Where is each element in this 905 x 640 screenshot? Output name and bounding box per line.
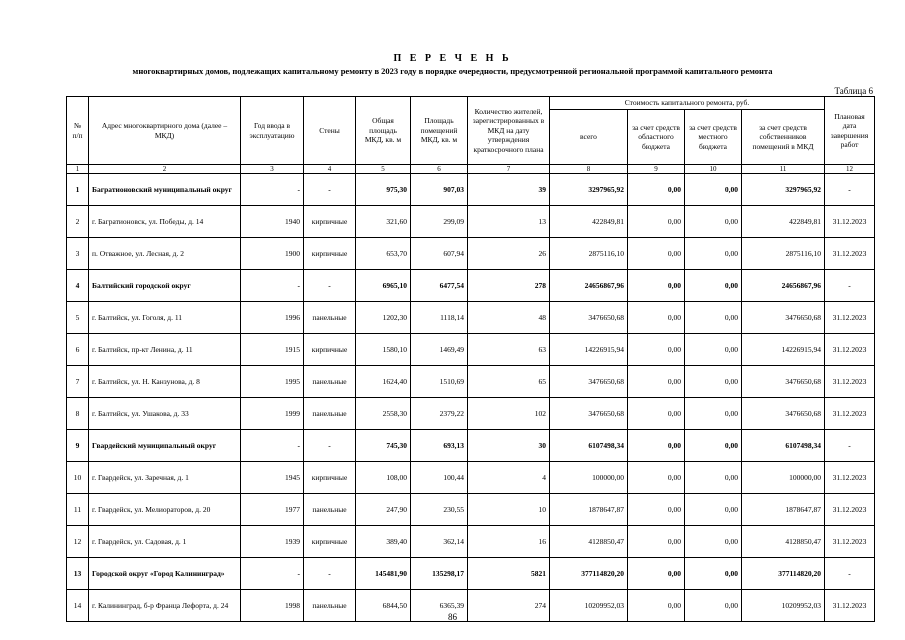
cell-cost-owners: 10209952,03 <box>742 590 825 622</box>
cell-cost-local: 0,00 <box>685 398 742 430</box>
column-number: 1 <box>67 165 89 174</box>
cell-num: 13 <box>67 558 89 590</box>
cell-completion-date: 31.12.2023 <box>825 462 875 494</box>
cell-num: 2 <box>67 206 89 238</box>
cell-premises-area: 907,03 <box>411 174 468 206</box>
cell-num: 1 <box>67 174 89 206</box>
cell-cost-regional: 0,00 <box>628 430 685 462</box>
cell-year: 1939 <box>241 526 304 558</box>
header-address: Адрес многоквартирного дома (далее – МКД) <box>89 97 241 165</box>
column-number: 12 <box>825 165 875 174</box>
cell-cost-regional: 0,00 <box>628 302 685 334</box>
cell-premises-area: 6477,54 <box>411 270 468 302</box>
table-row <box>67 366 875 398</box>
cell-cost-total: 10209952,03 <box>550 590 628 622</box>
cell-walls: - <box>304 174 356 206</box>
cell-cost-owners: 100000,00 <box>742 462 825 494</box>
cell-residents: 48 <box>468 302 550 334</box>
cell-total-area: 6844,50 <box>356 590 411 622</box>
cell-cost-total: 377114820,20 <box>550 558 628 590</box>
cell-num: 12 <box>67 526 89 558</box>
cell-address: Багратионовский муниципальный округ <box>89 174 241 206</box>
cell-address: г. Гвардейск, ул. Мелиораторов, д. 20 <box>89 494 241 526</box>
cell-cost-local: 0,00 <box>685 558 742 590</box>
housing-repair-table <box>66 96 875 622</box>
cell-num: 5 <box>67 302 89 334</box>
cell-premises-area: 2379,22 <box>411 398 468 430</box>
cell-total-area: 247,90 <box>356 494 411 526</box>
table-row <box>67 174 875 206</box>
cell-cost-total: 14226915,94 <box>550 334 628 366</box>
cell-total-area: 145481,90 <box>356 558 411 590</box>
cell-cost-owners: 422849,81 <box>742 206 825 238</box>
header-walls: Стены <box>304 97 356 165</box>
header-cost-group: Стоимость капитального ремонта, руб. <box>550 97 825 110</box>
cell-cost-regional: 0,00 <box>628 590 685 622</box>
cell-premises-area: 100,44 <box>411 462 468 494</box>
cell-completion-date: 31.12.2023 <box>825 238 875 270</box>
cell-completion-date: 31.12.2023 <box>825 206 875 238</box>
cell-cost-total: 3476650,68 <box>550 398 628 430</box>
cell-num: 4 <box>67 270 89 302</box>
header-completion: Плановая дата завершения работ <box>825 97 875 165</box>
cell-total-area: 745,30 <box>356 430 411 462</box>
cell-num: 7 <box>67 366 89 398</box>
cell-total-area: 2558,30 <box>356 398 411 430</box>
cell-walls: кирпичные <box>304 462 356 494</box>
cell-year: - <box>241 558 304 590</box>
document-subtitle: многоквартирных домов, подлежащих капитальному ремонту в 2023 году в порядке очередности, предусмотренной региональной программой капитального ремонта <box>132 66 773 76</box>
cell-num: 8 <box>67 398 89 430</box>
page-number: 86 <box>448 612 457 622</box>
cell-cost-owners: 2875116,10 <box>742 238 825 270</box>
header-num: № п/п <box>67 97 89 165</box>
column-number: 2 <box>89 165 241 174</box>
cell-cost-regional: 0,00 <box>628 206 685 238</box>
cell-residents: 65 <box>468 366 550 398</box>
cell-premises-area: 362,14 <box>411 526 468 558</box>
table-row <box>67 494 875 526</box>
cell-num: 3 <box>67 238 89 270</box>
cell-num: 9 <box>67 430 89 462</box>
cell-cost-total: 24656867,96 <box>550 270 628 302</box>
column-number: 9 <box>628 165 685 174</box>
cell-premises-area: 693,13 <box>411 430 468 462</box>
cell-cost-owners: 3476650,68 <box>742 302 825 334</box>
cell-residents: 10 <box>468 494 550 526</box>
cell-walls: панельные <box>304 302 356 334</box>
cell-walls: панельные <box>304 590 356 622</box>
cell-completion-date: 31.12.2023 <box>825 526 875 558</box>
cell-completion-date: - <box>825 558 875 590</box>
cell-completion-date: 31.12.2023 <box>825 366 875 398</box>
cell-total-area: 1202,30 <box>356 302 411 334</box>
column-number: 3 <box>241 165 304 174</box>
cell-cost-total: 1878647,87 <box>550 494 628 526</box>
cell-residents: 39 <box>468 174 550 206</box>
cell-cost-owners: 4128850,47 <box>742 526 825 558</box>
column-number: 4 <box>304 165 356 174</box>
table-row <box>67 206 875 238</box>
cell-walls: кирпичные <box>304 238 356 270</box>
cell-cost-regional: 0,00 <box>628 526 685 558</box>
cell-residents: 13 <box>468 206 550 238</box>
cell-year: 1900 <box>241 238 304 270</box>
cell-total-area: 6965,10 <box>356 270 411 302</box>
cell-cost-regional: 0,00 <box>628 462 685 494</box>
document-title: П Е Р Е Ч Е Н Ь <box>393 53 512 64</box>
cell-completion-date: - <box>825 430 875 462</box>
cell-completion-date: 31.12.2023 <box>825 590 875 622</box>
cell-cost-owners: 14226915,94 <box>742 334 825 366</box>
cell-completion-date: 31.12.2023 <box>825 398 875 430</box>
cell-cost-owners: 3476650,68 <box>742 366 825 398</box>
cell-cost-owners: 377114820,20 <box>742 558 825 590</box>
table-row <box>67 302 875 334</box>
cell-walls: - <box>304 430 356 462</box>
column-number: 7 <box>468 165 550 174</box>
column-number: 8 <box>550 165 628 174</box>
cell-cost-regional: 0,00 <box>628 494 685 526</box>
cell-cost-local: 0,00 <box>685 462 742 494</box>
cell-cost-regional: 0,00 <box>628 334 685 366</box>
cell-premises-area: 230,55 <box>411 494 468 526</box>
cell-cost-total: 2875116,10 <box>550 238 628 270</box>
cell-walls: - <box>304 270 356 302</box>
cell-premises-area: 1118,14 <box>411 302 468 334</box>
cell-address: г. Гвардейск, ул. Садовая, д. 1 <box>89 526 241 558</box>
cell-cost-local: 0,00 <box>685 526 742 558</box>
cell-premises-area: 1510,69 <box>411 366 468 398</box>
cell-num: 6 <box>67 334 89 366</box>
cell-cost-owners: 3297965,92 <box>742 174 825 206</box>
header-premises-area: Площадь помещений МКД, кв. м <box>411 97 468 165</box>
column-number: 5 <box>356 165 411 174</box>
cell-completion-date: 31.12.2023 <box>825 302 875 334</box>
cell-year: 1995 <box>241 366 304 398</box>
cell-residents: 16 <box>468 526 550 558</box>
cell-address: г. Калининград, б-р Франца Лефорта, д. 24 <box>89 590 241 622</box>
header-cost-total: всего <box>550 110 628 165</box>
cell-address: Гвардейский муниципальный округ <box>89 430 241 462</box>
cell-residents: 26 <box>468 238 550 270</box>
cell-cost-local: 0,00 <box>685 206 742 238</box>
cell-cost-local: 0,00 <box>685 590 742 622</box>
column-number: 10 <box>685 165 742 174</box>
cell-residents: 4 <box>468 462 550 494</box>
cell-year: - <box>241 270 304 302</box>
cell-walls: панельные <box>304 494 356 526</box>
header-residents: Количество жителей, зарегистрированных в МКД на дату утверждения краткосрочного плана <box>468 97 550 165</box>
cell-address: г. Гвардейск, ул. Заречная, д. 1 <box>89 462 241 494</box>
cell-premises-area: 299,09 <box>411 206 468 238</box>
cell-completion-date: 31.12.2023 <box>825 494 875 526</box>
cell-cost-total: 3297965,92 <box>550 174 628 206</box>
cell-walls: кирпичные <box>304 334 356 366</box>
cell-premises-area: 607,94 <box>411 238 468 270</box>
column-number: 11 <box>742 165 825 174</box>
table-row <box>67 462 875 494</box>
cell-address: п. Отважное, ул. Лесная, д. 2 <box>89 238 241 270</box>
column-number: 6 <box>411 165 468 174</box>
table-row <box>67 558 875 590</box>
cell-residents: 278 <box>468 270 550 302</box>
cell-cost-regional: 0,00 <box>628 174 685 206</box>
cell-completion-date: - <box>825 270 875 302</box>
cell-cost-total: 3476650,68 <box>550 302 628 334</box>
cell-cost-owners: 3476650,68 <box>742 398 825 430</box>
cell-year: 1915 <box>241 334 304 366</box>
cell-year: - <box>241 174 304 206</box>
cell-walls: кирпичные <box>304 206 356 238</box>
cell-walls: кирпичные <box>304 526 356 558</box>
cell-walls: - <box>304 558 356 590</box>
cell-cost-regional: 0,00 <box>628 366 685 398</box>
cell-cost-local: 0,00 <box>685 302 742 334</box>
cell-cost-total: 6107498,34 <box>550 430 628 462</box>
table-row <box>67 238 875 270</box>
cell-residents: 274 <box>468 590 550 622</box>
cell-premises-area: 135298,17 <box>411 558 468 590</box>
cell-address: г. Балтийск, ул. Ушакова, д. 33 <box>89 398 241 430</box>
table-row <box>67 398 875 430</box>
cell-year: 1977 <box>241 494 304 526</box>
cell-cost-regional: 0,00 <box>628 558 685 590</box>
table-body <box>67 165 875 622</box>
cell-cost-regional: 0,00 <box>628 398 685 430</box>
table-row <box>67 270 875 302</box>
header-cost-local: за счет средств местного бюджета <box>685 110 742 165</box>
cell-num: 11 <box>67 494 89 526</box>
cell-cost-total: 100000,00 <box>550 462 628 494</box>
cell-cost-local: 0,00 <box>685 270 742 302</box>
cell-residents: 5821 <box>468 558 550 590</box>
cell-premises-area: 6365,39 <box>411 590 468 622</box>
cell-cost-total: 3476650,68 <box>550 366 628 398</box>
cell-completion-date: 31.12.2023 <box>825 334 875 366</box>
cell-cost-local: 0,00 <box>685 494 742 526</box>
cell-cost-owners: 1878647,87 <box>742 494 825 526</box>
column-number-row <box>67 165 875 174</box>
cell-cost-local: 0,00 <box>685 238 742 270</box>
cell-address: г. Балтийск, ул. Н. Канзунова, д. 8 <box>89 366 241 398</box>
cell-address: г. Балтийск, ул. Гоголя, д. 11 <box>89 302 241 334</box>
header-year: Год ввода в эксплуатацию <box>241 97 304 165</box>
cell-address: Городской округ «Город Калининград» <box>89 558 241 590</box>
cell-total-area: 1580,10 <box>356 334 411 366</box>
cell-year: 1940 <box>241 206 304 238</box>
cell-premises-area: 1469,49 <box>411 334 468 366</box>
cell-walls: панельные <box>304 366 356 398</box>
cell-total-area: 389,40 <box>356 526 411 558</box>
cell-year: 1999 <box>241 398 304 430</box>
cell-num: 10 <box>67 462 89 494</box>
cell-residents: 63 <box>468 334 550 366</box>
cell-total-area: 108,00 <box>356 462 411 494</box>
header-total-area: Общая площадь МКД, кв. м <box>356 97 411 165</box>
cell-cost-regional: 0,00 <box>628 270 685 302</box>
cell-year: 1998 <box>241 590 304 622</box>
cell-completion-date: - <box>825 174 875 206</box>
cell-cost-owners: 24656867,96 <box>742 270 825 302</box>
cell-cost-regional: 0,00 <box>628 238 685 270</box>
cell-cost-total: 4128850,47 <box>550 526 628 558</box>
cell-num: 14 <box>67 590 89 622</box>
cell-cost-local: 0,00 <box>685 334 742 366</box>
cell-year: 1945 <box>241 462 304 494</box>
cell-cost-owners: 6107498,34 <box>742 430 825 462</box>
cell-total-area: 975,30 <box>356 174 411 206</box>
cell-year: - <box>241 430 304 462</box>
cell-walls: панельные <box>304 398 356 430</box>
header-cost-regional: за счет средств областного бюджета <box>628 110 685 165</box>
table-row <box>67 334 875 366</box>
header-cost-owners: за счет средств собственников помещений в МКД <box>742 110 825 165</box>
cell-cost-local: 0,00 <box>685 174 742 206</box>
cell-address: Балтийский городской округ <box>89 270 241 302</box>
cell-total-area: 321,60 <box>356 206 411 238</box>
cell-address: г. Багратионовск, ул. Победы, д. 14 <box>89 206 241 238</box>
cell-residents: 30 <box>468 430 550 462</box>
cell-residents: 102 <box>468 398 550 430</box>
cell-cost-local: 0,00 <box>685 430 742 462</box>
table-row <box>67 430 875 462</box>
cell-year: 1996 <box>241 302 304 334</box>
table-label: Таблица 6 <box>834 86 873 96</box>
cell-cost-local: 0,00 <box>685 366 742 398</box>
cell-cost-total: 422849,81 <box>550 206 628 238</box>
cell-address: г. Балтийск, пр-кт Ленина, д. 11 <box>89 334 241 366</box>
cell-total-area: 1624,40 <box>356 366 411 398</box>
table-row <box>67 526 875 558</box>
cell-total-area: 653,70 <box>356 238 411 270</box>
